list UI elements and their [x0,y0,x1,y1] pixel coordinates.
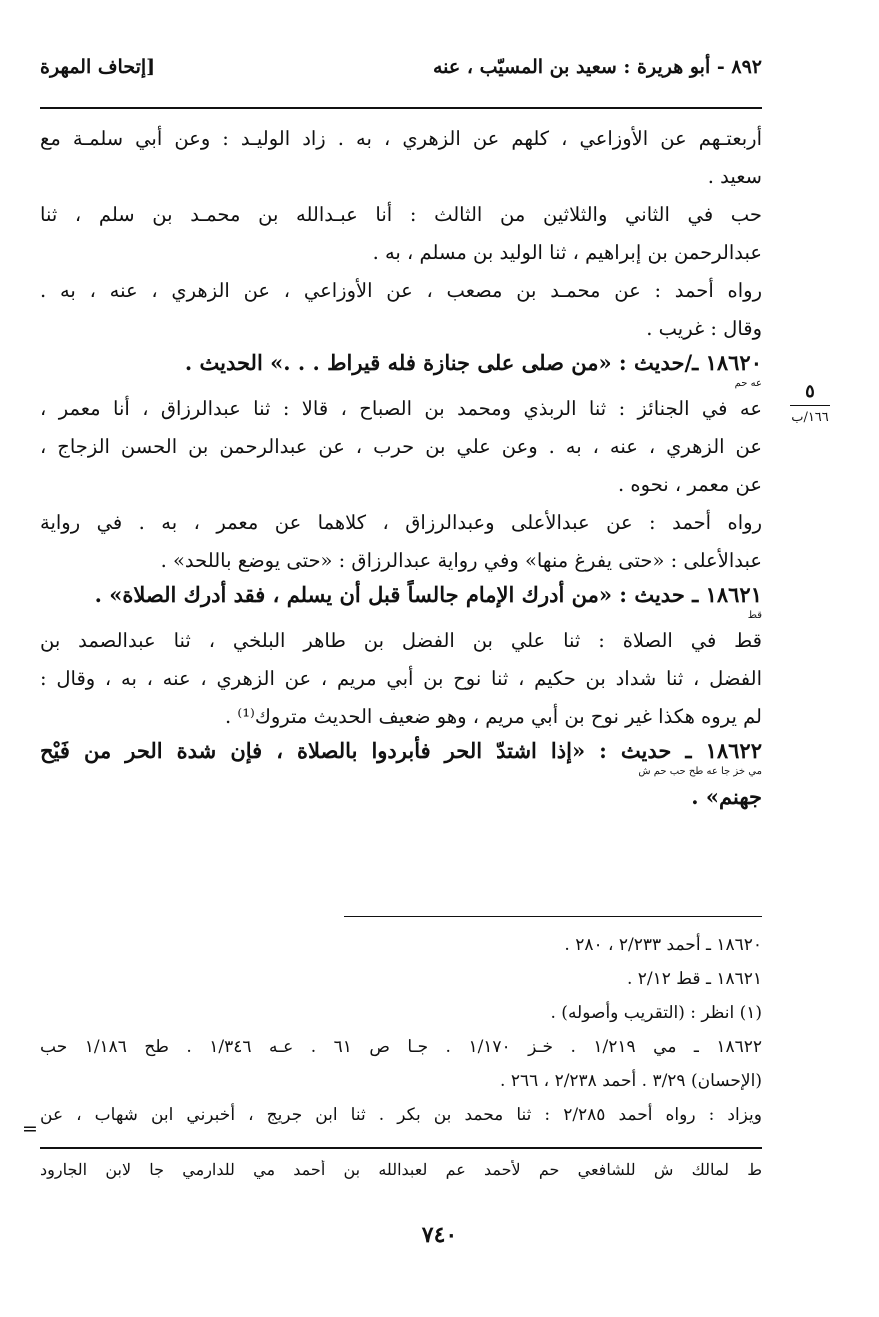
footnote-line: ١٨٦٢٢ ـ مي ١/٢١٩ . خـز ١/١٧٠ . جـا ص ٦١ . عـه ١/٣٤٦ . طح ١/١٨٦ حب [40,1037,762,1057]
footnote-rule [344,916,762,917]
margin-folio-ref: ١٦٦/ب [791,410,829,425]
text-line: عن معمر ، نحوه . [618,473,762,496]
text-line: حب في الثاني والثلاثين من الثالث : أنا عبـدالله بن محمـد بن سلم ، ثنا [40,203,762,226]
header-title: ٨٩٢ - أبو هريرة : سعيد بن المسيّب ، عنه [433,56,762,78]
hadith-heading-18621: ١٨٦٢١ ـ حديث : «من أدرك الإمام جالساً قبل أن يسلم ، فقد أدرك الصلاة» . [94,582,762,607]
text-line: رواه أحمد : عن محمـد بن مصعب ، عن الأوزاعي ، عن الزهري ، عنه ، به . [40,279,762,302]
footnotes [40,928,762,1132]
text-line: رواه أحمد : عن عبدالأعلى وعبدالرزاق ، كلاهما عن معمر ، به . في رواية [40,511,762,534]
text-line: أربعتـهم عن الأوزاعي ، كلهم عن الزهري ، به . زاد الوليـد : وعن أبي سلمـة مع [40,127,762,150]
header-rule [40,107,762,109]
main-text [40,120,762,816]
footnote-line: ١٨٦٢١ ـ قط ٢/١٢ . [626,969,762,989]
margin-numeral: ٥ [805,381,815,402]
hadith-heading-18622: ١٨٦٢٢ ـ حديث : «إذا اشتدّ الحر فأبردوا بالصلاة ، فإن شدة الحر من فَيْح [40,738,762,763]
footnote-line: (الإحسان) ٣/٢٩ . أحمد ٢/٢٣٨ ، ٢٦٦ . [500,1071,762,1091]
continuation-mark: = [22,1118,38,1140]
page-number: ٧٤٠ [421,1222,458,1248]
hadith-sigla-18620: عه حم [734,378,762,389]
margin-rule [790,405,830,406]
footnote-line: ويزاد : رواه أحمد ٢/٢٨٥ : ثنا محمد بن بكر . ثنا ابن جريج ، أخبرني ابن شهاب ، عن [40,1105,762,1125]
hadith-sigla-18622: مي خز جا عه طح حب حم ش [638,766,762,777]
abbreviation-key: ط لمالك ش للشافعي حم لأحمد عم لعبدالله بن أحمد مي للدارمي جا لابن الجارود [40,1160,762,1179]
footer-rule [40,1147,762,1149]
text-line: الفضل ، ثنا شداد بن حكيم ، ثنا نوح بن أبي مريم ، عن الزهري ، عنه ، به ، وقال : [40,667,762,690]
margin-note [788,383,832,425]
footnote-line: (١) انظر : (التقريب وأصوله) . [550,1003,762,1023]
text-line: عبدالرحمن بن إبراهيم ، ثنا الوليد بن مسلم ، به . [372,241,762,264]
text-line: عه في الجنائز : ثنا الربذي ومحمد بن الصباح ، قالا : ثنا عبدالرزاق ، أنا معمر ، [40,397,762,420]
hadith-sigla-18621: قط [747,610,762,621]
running-header [40,56,762,92]
text-line: عبدالأعلى : «حتى يفرغ منها» وفي رواية عبدالرزاق : «حتى يوضع باللحد» . [160,549,762,572]
text-line: عن الزهري ، عنه ، به . وعن علي بن حرب ، عن عبدالرحمن بن الحسن الزجاج ، [40,435,762,458]
hadith-heading-18620: ١٨٦٢٠ ـ/حديث : «من صلى على جنازة فله قيراط . . .» الحديث . [184,350,762,375]
text-line: لم يروه هكذا غير نوح بن أبي مريم ، وهو ضعيف الحديث متروك⁽¹⁾ . [225,705,762,728]
footnote-line: ١٨٦٢٠ ـ أحمد ٢/٢٣٣ ، ٢٨٠ . [564,935,762,955]
header-book-title: [إتحاف المهرة [40,56,156,78]
hadith-heading-18622-end: جهنم» . [691,784,762,809]
text-line: وقال : غريب . [646,317,762,340]
text-line: سعيد . [707,165,762,188]
text-line: قط في الصلاة : ثنا علي بن الفضل بن طاهر البلخي ، ثنا عبدالصمد بن [40,629,762,652]
